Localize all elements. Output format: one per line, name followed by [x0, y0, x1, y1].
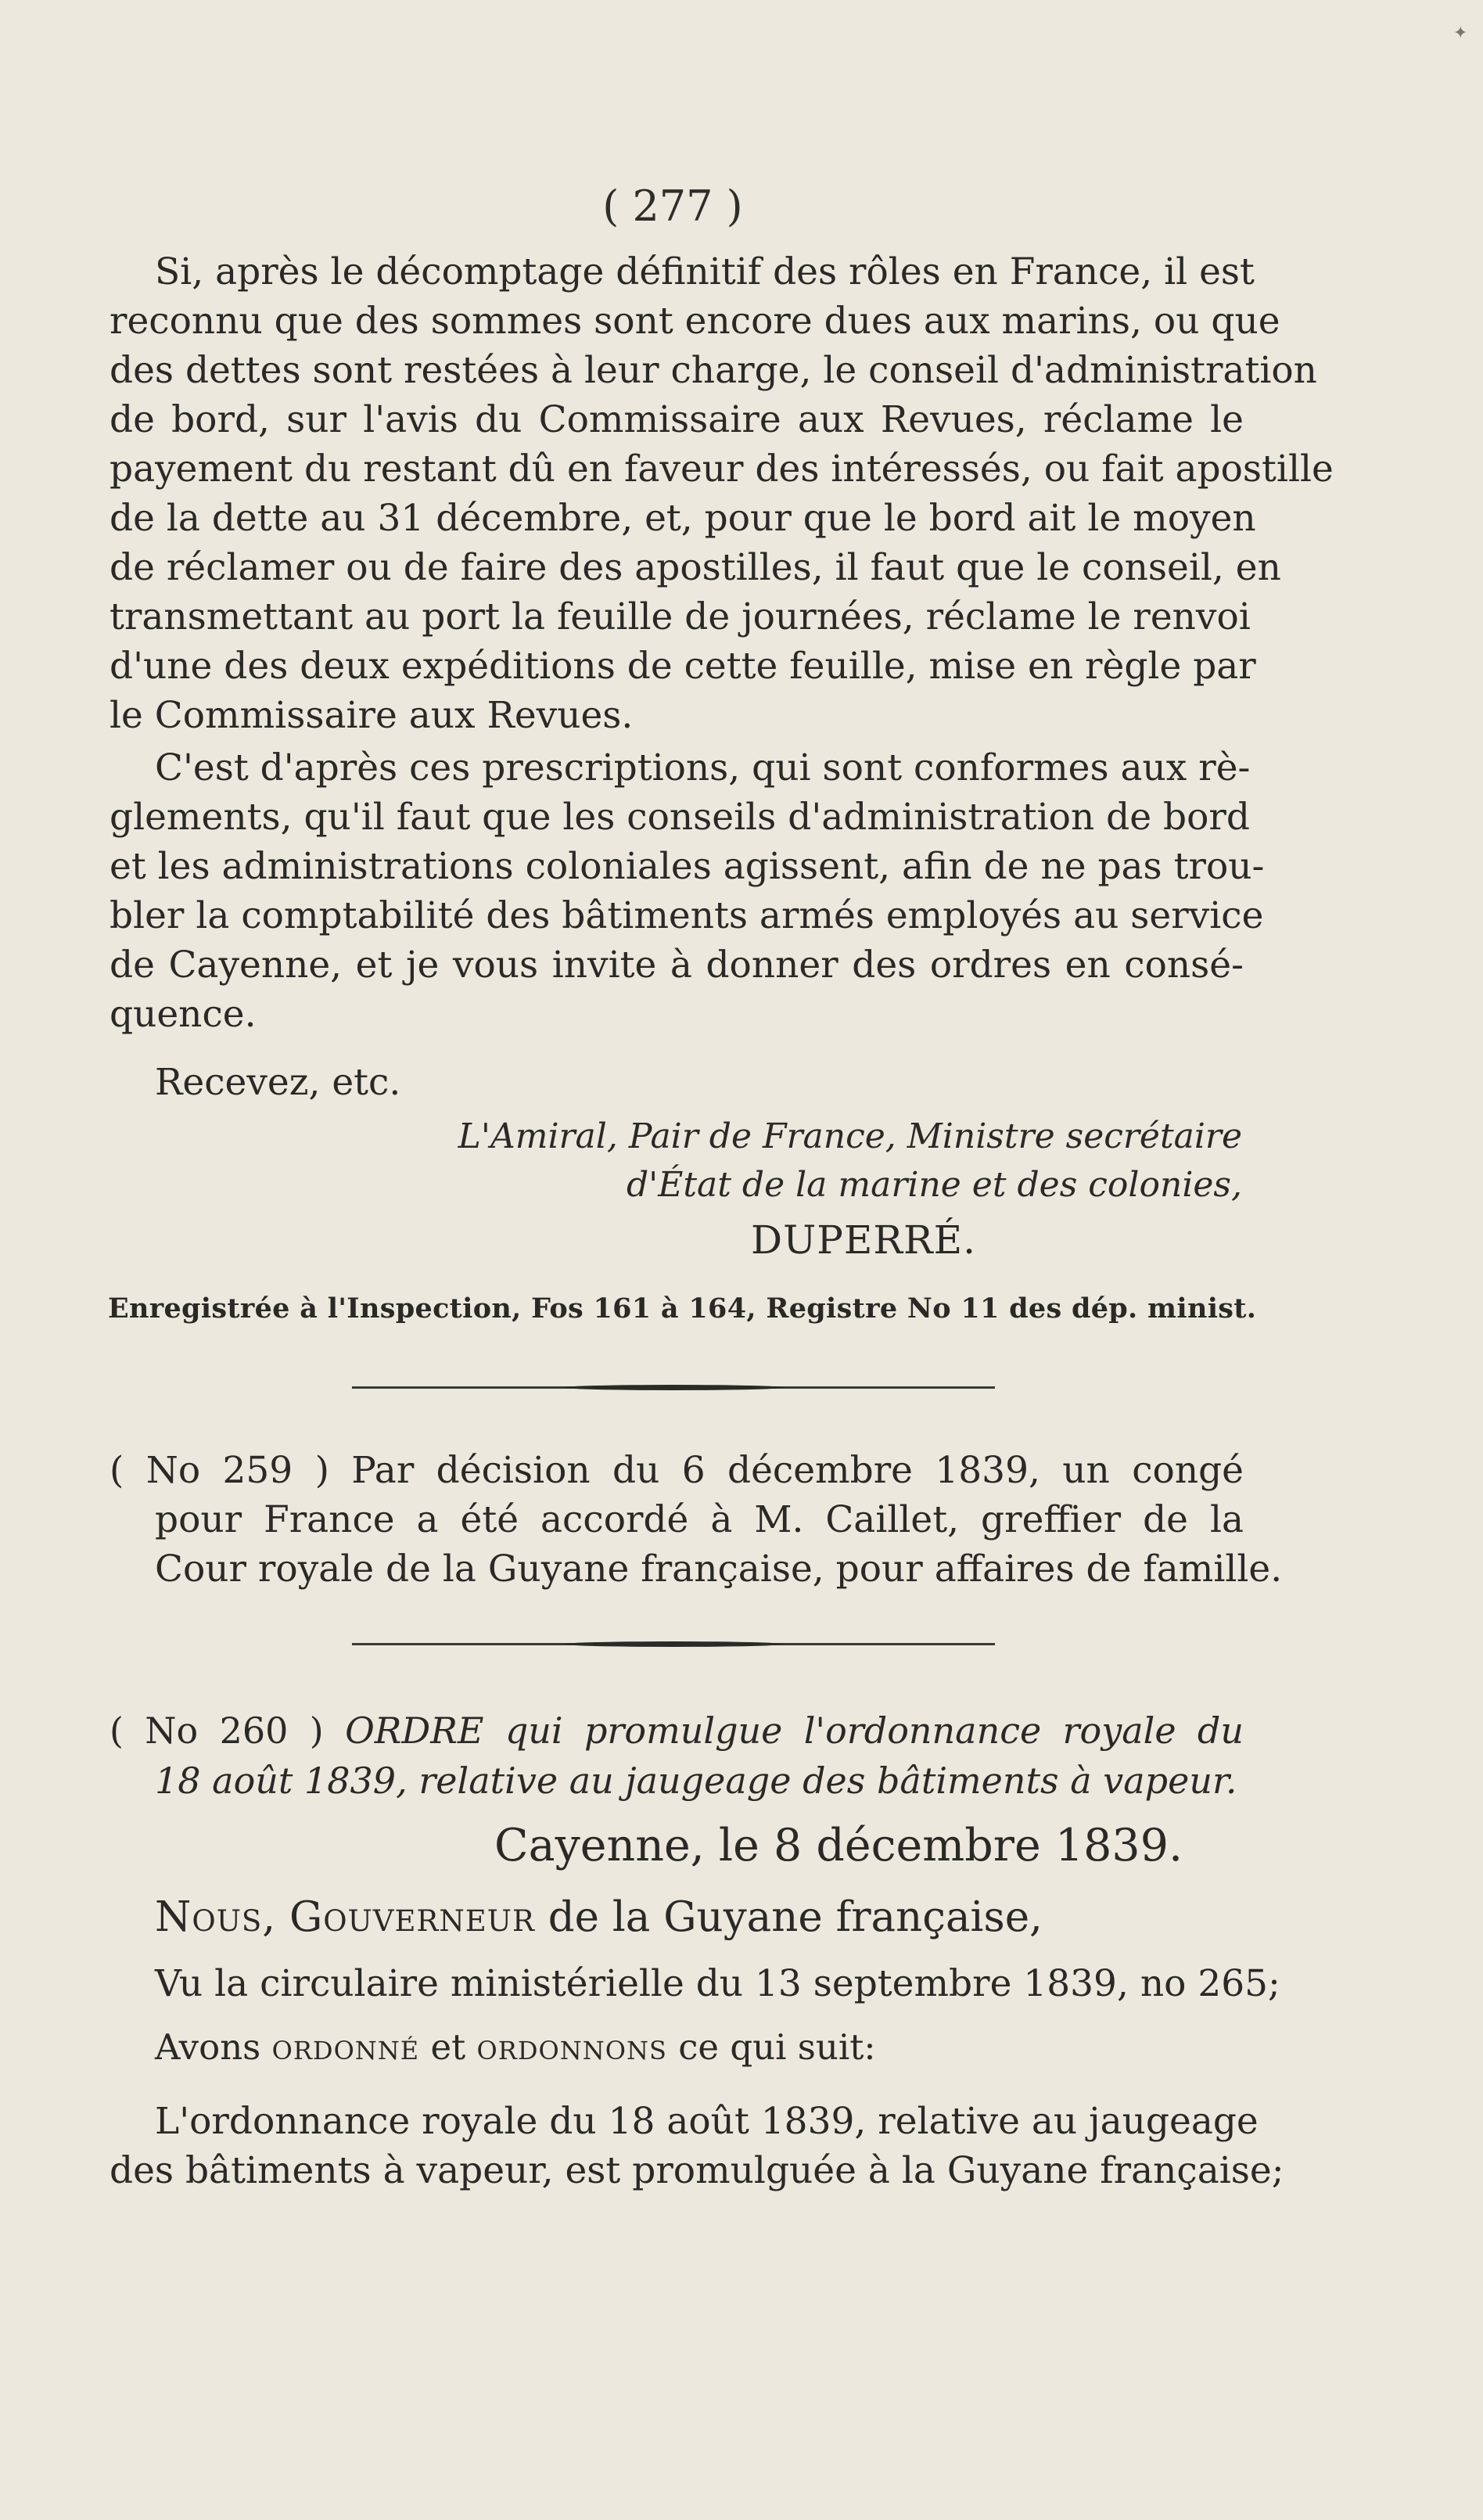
- text-line: payement du restant dû en faveur des intéressés, ou fait apostille: [110, 448, 1334, 491]
- signature-name: DUPERRÉ.: [751, 1217, 977, 1263]
- text-line: le Commissaire aux Revues.: [110, 694, 634, 737]
- text-line: reconnu que des sommes sont encore dues aux marins, ou que: [110, 300, 1280, 343]
- et-word: et: [430, 2026, 466, 2068]
- signature-role: [454, 1113, 1242, 1210]
- text-line: L'ordonnance royale du 18 août 1839, relative au jaugeage: [155, 2100, 1259, 2143]
- paragraph-1: [110, 247, 1334, 740]
- divider-rule: [352, 1643, 995, 1645]
- final-paragraph: [110, 2097, 1284, 2195]
- preamble-line: [155, 1893, 1043, 1941]
- text-line: des dettes sont restées à leur charge, le conseil d'administration: [110, 349, 1317, 392]
- ordonnons-word: ordonnons: [476, 2026, 667, 2068]
- preamble-rest: de la Guyane française,: [548, 1893, 1043, 1941]
- ordonne-word: ordonné: [271, 2026, 420, 2068]
- paragraph-2: [110, 743, 1265, 1039]
- text-line: des bâtiments à vapeur, est promulguée à la Guyane française;: [110, 2149, 1284, 2192]
- avons-line: [155, 2026, 876, 2068]
- text-line: Si, après le décomptage définitif des rôles en France, il est: [155, 250, 1255, 293]
- text-line: bler la comptabilité des bâtiments armés employés au service: [110, 894, 1264, 937]
- place-date: Cayenne, le 8 décembre 1839.: [494, 1820, 1183, 1871]
- text-line: C'est d'après ces prescriptions, qui sont conformes aux rè-: [155, 746, 1251, 789]
- text-line: de Cayenne, et je vous invite à donner des ordres en consé-: [110, 944, 1244, 987]
- notice-title-line: 18 août 1839, relative au jaugeage des bâtiments à vapeur.: [155, 1760, 1237, 1802]
- registry-note: Enregistrée à l'Inspection, Fos 161 à 164, Registre No 11 des dép. minist.: [108, 1292, 1257, 1325]
- notice-title-line: [110, 1706, 1244, 1756]
- signature-role-line: d'État de la marine et des colonies,: [626, 1165, 1242, 1205]
- corner-mark-icon: ✦: [1453, 23, 1468, 43]
- avons-word: Avons: [155, 2026, 261, 2068]
- nous-word: Nous,: [155, 1893, 277, 1941]
- vu-line: Vu la circulaire ministérielle du 13 septembre 1839, no 265;: [155, 1962, 1280, 2005]
- closing-salutation: Recevez, etc.: [155, 1061, 401, 1104]
- text-line: glements, qu'il faut que les conseils d'administration de bord: [110, 796, 1250, 839]
- notice-title: ORDRE qui promulgue l'ordonnance royale du: [345, 1709, 1244, 1752]
- notice-260: [110, 1706, 1244, 1806]
- page-number: ( 277 ): [602, 182, 743, 231]
- notice-259: [110, 1446, 1283, 1594]
- text-line: pour France a été accordé à M. Caillet, greffier de la: [155, 1498, 1244, 1541]
- text-line: de bord, sur l'avis du Commissaire aux Revues, réclame le: [110, 398, 1244, 441]
- text-line: quence.: [110, 993, 257, 1036]
- text-line: et les administrations coloniales agissent, afin de ne pas trou-: [110, 845, 1265, 888]
- gouverneur-word: Gouverneur: [289, 1893, 535, 1941]
- notice-first-line: [110, 1446, 1244, 1495]
- avons-rest: ce qui suit:: [678, 2026, 876, 2068]
- divider-rule: [352, 1386, 995, 1389]
- text-line: de réclamer ou de faire des apostilles, il faut que le conseil, en: [110, 546, 1281, 589]
- text-line: d'une des deux expéditions de cette feuille, mise en règle par: [110, 645, 1256, 688]
- text-line: de la dette au 31 décembre, et, pour que le bord ait le moyen: [110, 497, 1256, 540]
- text-line: Cour royale de la Guyane française, pour affaires de famille.: [155, 1548, 1283, 1591]
- text-line: transmettant au port la feuille de journées, réclame le renvoi: [110, 595, 1251, 638]
- notice-number: ( No 260 ): [110, 1709, 324, 1752]
- notice-text: Par décision du 6 décembre 1839, un congé: [351, 1449, 1244, 1492]
- notice-number: ( No 259 ): [110, 1449, 329, 1492]
- signature-role-line: L'Amiral, Pair de France, Ministre secrétaire: [458, 1116, 1242, 1156]
